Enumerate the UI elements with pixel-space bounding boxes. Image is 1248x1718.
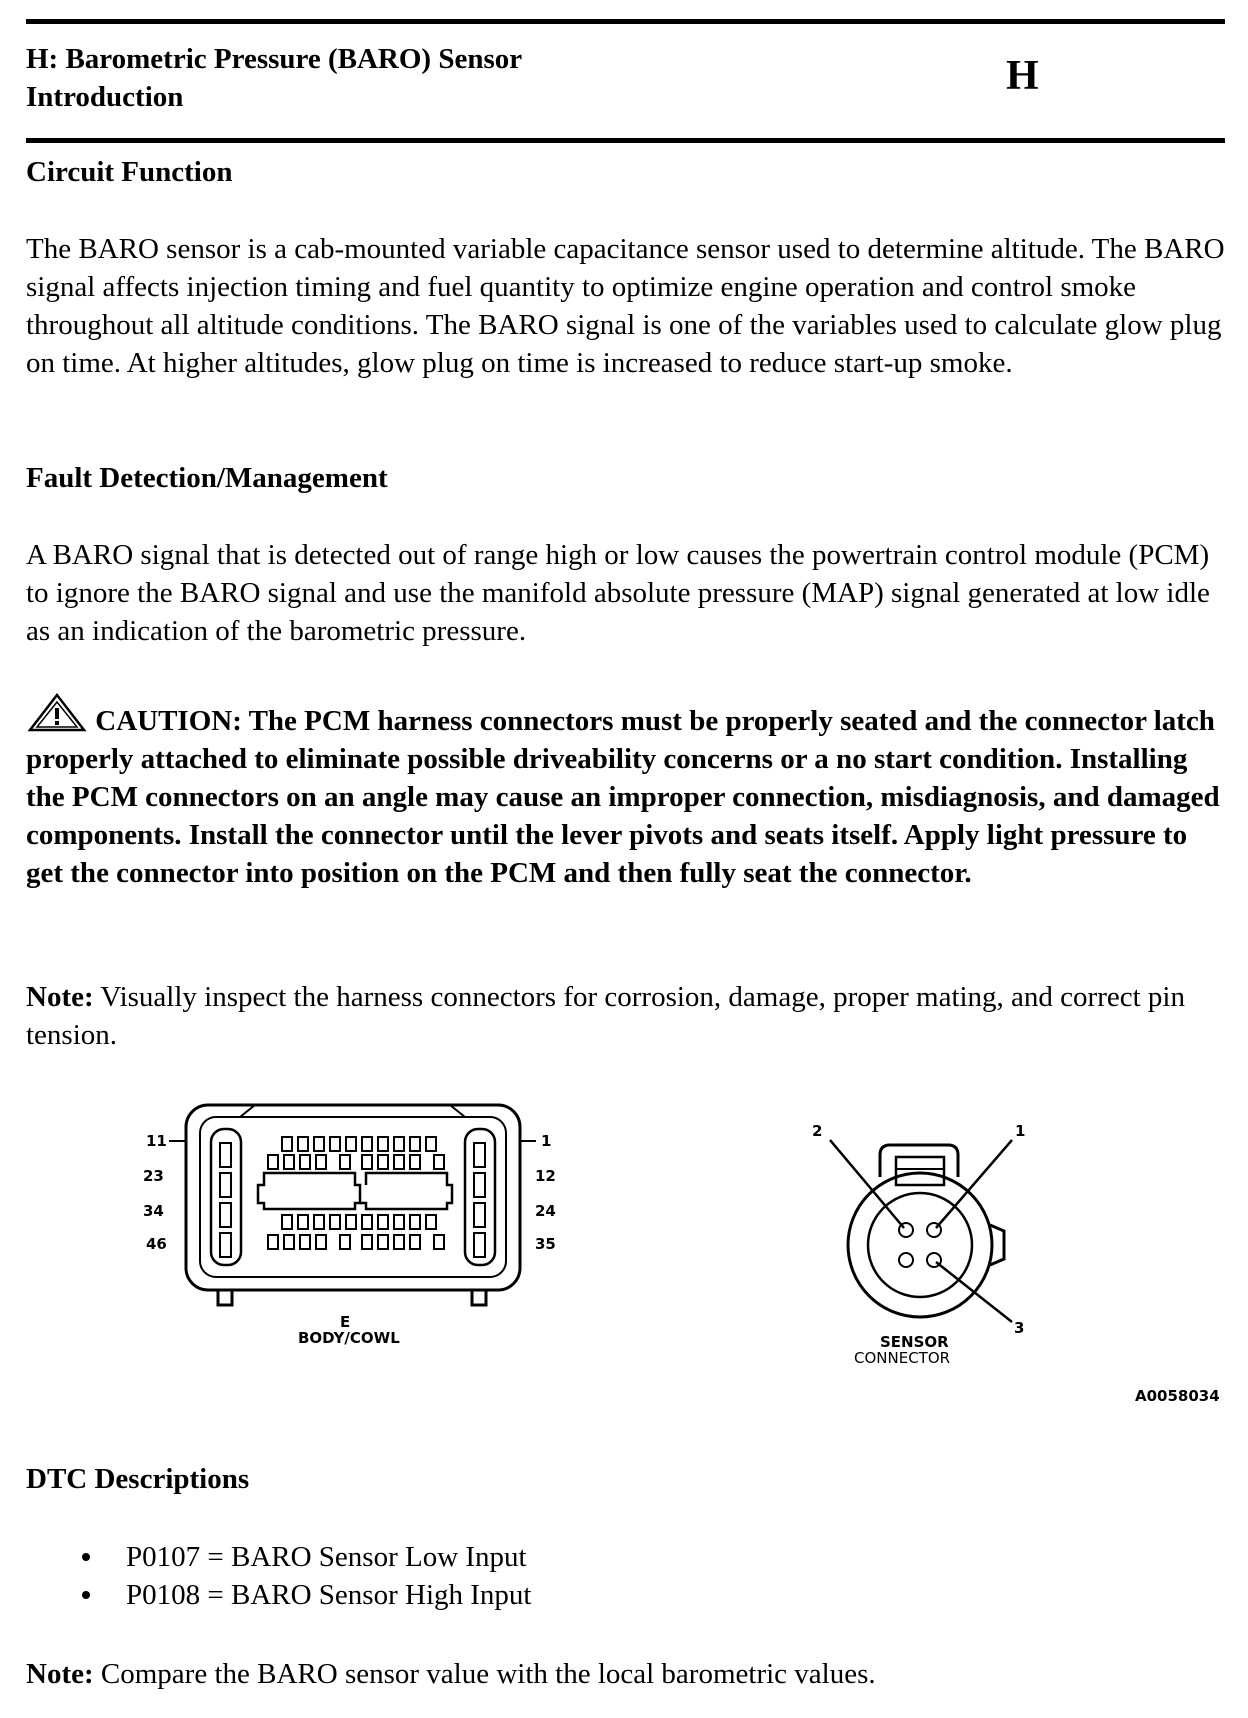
note-2-text: Compare the BARO sensor value with the local barometric values.	[100, 1658, 876, 1690]
dtc-list	[26, 1538, 531, 1614]
caution-block	[26, 692, 1226, 892]
pcm-pin-label-left: 11	[146, 1132, 167, 1150]
dtc-heading: DTC Descriptions	[26, 1463, 250, 1495]
header-bottom-rule	[26, 138, 1225, 143]
pcm-caption: BODY/COWL	[298, 1329, 400, 1347]
caution-text: CAUTION: The PCM harness connectors must be properly seated and the connector latch properly attached to eliminate possible driveability concerns or a no start condition. Installing the PCM connectors on an angle may cause an improper connection, misdiagnosis, and damaged components. Install the connector until the lever pivots and seats itself. Apply light pressure to get the connector into position on the PCM and then fully seat the connector.	[26, 705, 1220, 889]
sensor-pin-label: 2	[812, 1122, 823, 1140]
dtc-item-text: P0107 = BARO Sensor Low Input	[126, 1541, 527, 1573]
pcm-pin-label-right: 1	[541, 1132, 552, 1150]
connector-figure	[0, 1085, 1248, 1415]
pcm-pin-label-left: 46	[146, 1235, 167, 1253]
pcm-pin-label-right: 24	[535, 1202, 556, 1220]
title-line-2: Introduction	[26, 81, 184, 113]
pcm-connector-drawing	[169, 1105, 536, 1305]
page-title	[26, 40, 522, 116]
warning-triangle-icon	[26, 692, 88, 734]
figure-id: A0058034	[1135, 1387, 1220, 1405]
sensor-caption-line-2: CONNECTOR	[854, 1349, 951, 1367]
bullet-icon	[82, 1591, 90, 1599]
fault-detection-heading: Fault Detection/Management	[26, 462, 388, 494]
sensor-caption-line-1: SENSOR	[880, 1333, 949, 1351]
note-2	[26, 1655, 1226, 1693]
dtc-list-item	[26, 1538, 531, 1576]
note-1-text: Visually inspect the harness connectors for corrosion, damage, proper mating, and correct pin tension.	[26, 981, 1185, 1051]
connector-drawing	[0, 1085, 1248, 1415]
fault-detection-body: A BARO signal that is detected out of range high or low causes the powertrain control module (PCM) to ignore the BARO signal and use the manifold absolute pressure (MAP) signal generated at low idle as an indication of the barometric pressure.	[26, 539, 1210, 647]
note-1	[26, 978, 1226, 1054]
sensor-pin-label: 1	[1015, 1122, 1026, 1140]
note-1-label: Note:	[26, 981, 94, 1013]
top-rule	[26, 19, 1225, 24]
pcm-pin-label-right: 35	[535, 1235, 556, 1253]
sensor-pin-label: 3	[1014, 1319, 1025, 1337]
section-letter: H	[1006, 53, 1039, 99]
dtc-list-item	[26, 1576, 531, 1614]
circuit-function-heading: Circuit Function	[26, 156, 233, 188]
bullet-icon	[82, 1553, 90, 1561]
pcm-pin-label-right: 12	[535, 1167, 556, 1185]
dtc-item-text: P0108 = BARO Sensor High Input	[126, 1579, 532, 1611]
note-2-label: Note:	[26, 1658, 94, 1690]
pcm-pin-label-left: 34	[143, 1202, 164, 1220]
circuit-function-body: The BARO sensor is a cab-mounted variable capacitance sensor used to determine altitude. The BARO signal affects injection timing and fuel quantity to optimize engine operation and control smoke throughout all altitude conditions. The BARO signal is one of the variables used to calculate glow plug on time. At higher altitudes, glow plug on time is increased to reduce start-up smoke.	[26, 233, 1225, 379]
title-line-1: H: Barometric Pressure (BARO) Sensor	[26, 43, 523, 75]
pcm-caption-letter: E	[340, 1313, 351, 1331]
sensor-connector-drawing	[830, 1140, 1012, 1322]
pcm-pin-label-left: 23	[143, 1167, 164, 1185]
